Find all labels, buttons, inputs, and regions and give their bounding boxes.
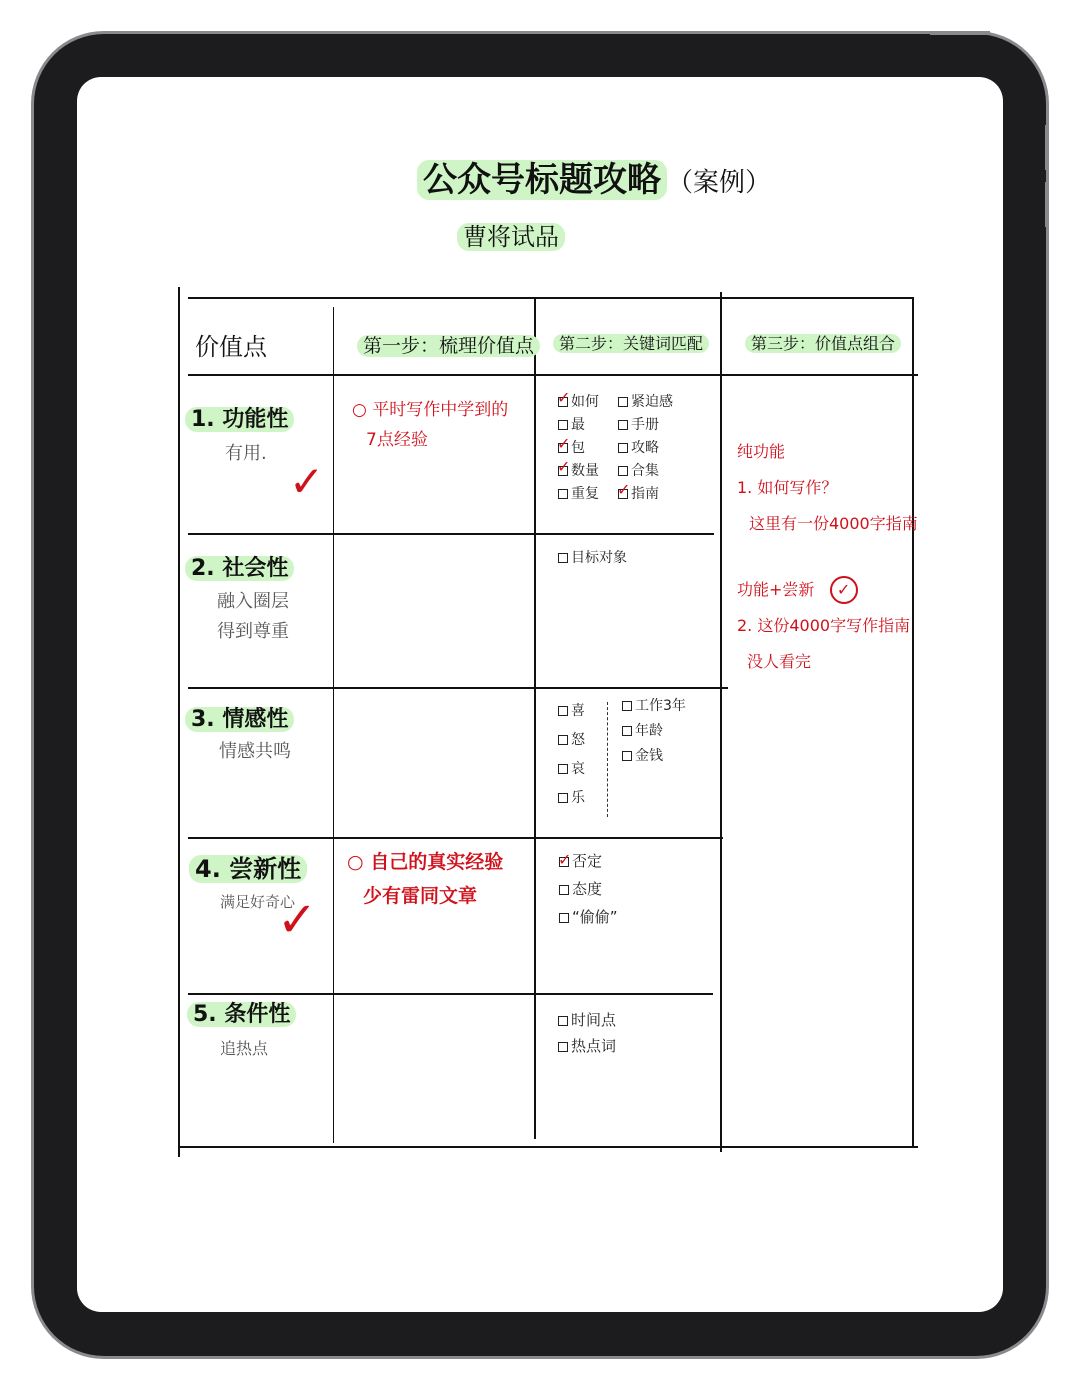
keyword-label: 最 <box>571 417 585 433</box>
checkbox-icon[interactable] <box>622 701 632 711</box>
keyword-option[interactable] <box>558 697 585 726</box>
step3-line: 1. 如何写作？ <box>737 478 838 497</box>
checkmark-icon: ✓ <box>277 892 318 948</box>
keyword-label: 时间点 <box>571 1011 617 1029</box>
step1-note <box>347 845 503 913</box>
keyword-label: 重复 <box>571 486 599 502</box>
subtitle-text: 曹将试品 <box>457 223 565 251</box>
checkbox-icon[interactable] <box>558 1042 568 1052</box>
keyword-option[interactable] <box>622 744 686 769</box>
checked-box-icon[interactable] <box>558 397 568 407</box>
checkbox-icon[interactable] <box>618 397 628 407</box>
keyword-option[interactable] <box>558 784 585 813</box>
desc-line: 得到尊重 <box>217 621 289 642</box>
keyword-label: “偷偷” <box>572 908 618 926</box>
circled-check-icon: ✓ <box>830 576 858 604</box>
checked-box-icon[interactable] <box>558 443 568 453</box>
keyword-label: 数量 <box>571 463 599 479</box>
divider <box>534 297 536 1139</box>
step3-line: 2. 这份4000字写作指南 <box>737 616 911 635</box>
keyword-label: 年龄 <box>635 723 663 739</box>
header-value-point: 价值点 <box>195 333 267 361</box>
step3-line: 功能+尝新 <box>737 580 815 599</box>
keyword-label: 金钱 <box>635 748 663 764</box>
divider <box>178 287 180 1157</box>
keyword-option[interactable] <box>558 391 618 414</box>
category-label: 5. 条件性 <box>187 1002 296 1027</box>
checkbox-icon[interactable] <box>558 735 568 745</box>
keyword-list <box>558 1007 616 1059</box>
keyword-label: 态度 <box>572 880 603 898</box>
step3-line: 纯功能 <box>737 442 786 461</box>
keyword-label: 指南 <box>631 486 659 502</box>
checkbox-icon[interactable] <box>618 443 628 453</box>
keyword-label: 目标对象 <box>571 550 627 566</box>
category-desc: 有用. <box>225 443 267 464</box>
header-step3-text: 第三步：价值点组合 <box>745 334 901 353</box>
step3-notes <box>737 434 918 680</box>
checkbox-icon[interactable] <box>558 553 568 563</box>
keyword-list <box>558 697 585 813</box>
checkbox-icon[interactable] <box>558 1016 568 1026</box>
note-line: 7点经验 <box>366 430 428 450</box>
title-suffix: （案例） <box>667 168 772 198</box>
keyword-label: 怒 <box>571 732 585 748</box>
keyword-option[interactable] <box>559 847 618 875</box>
checkbox-icon[interactable] <box>618 466 628 476</box>
header-step1 <box>357 331 540 358</box>
keyword-option[interactable] <box>559 903 618 931</box>
category-label: 3. 情感性 <box>185 707 294 732</box>
keyword-label: 合集 <box>631 463 659 479</box>
checkbox-icon[interactable] <box>558 489 568 499</box>
keyword-option[interactable] <box>618 391 698 414</box>
divider <box>188 297 912 299</box>
keyword-label: 攻略 <box>631 440 659 456</box>
keyword-label: 否定 <box>572 852 603 870</box>
keyword-option[interactable] <box>558 755 585 784</box>
category-conditional <box>187 997 296 1028</box>
top-button[interactable] <box>930 31 990 35</box>
checkbox-icon[interactable] <box>558 793 568 803</box>
note-canvas[interactable] <box>77 77 1003 1312</box>
step1-note <box>352 395 508 455</box>
keyword-option[interactable] <box>558 483 618 506</box>
category-emotional <box>185 702 294 733</box>
keyword-option[interactable] <box>618 437 698 460</box>
page-title <box>417 152 771 201</box>
checkbox-icon[interactable] <box>558 706 568 716</box>
category-label: 4. 尝新性 <box>189 855 307 883</box>
keyword-label: 热点词 <box>571 1037 617 1055</box>
keyword-option[interactable] <box>558 547 627 570</box>
checkmark-icon: ✓ <box>289 457 325 506</box>
keyword-option[interactable] <box>558 460 618 483</box>
checked-box-icon[interactable] <box>559 857 569 867</box>
keyword-label: 手册 <box>631 417 659 433</box>
keyword-label: 工作3年 <box>635 698 686 714</box>
keyword-label: 乐 <box>571 790 585 806</box>
keyword-option[interactable] <box>558 1033 616 1059</box>
checkbox-icon[interactable] <box>559 885 569 895</box>
category-desc: 追热点 <box>220 1039 269 1058</box>
step3-line: 这里有一份4000字指南 <box>749 514 918 533</box>
keyword-option[interactable] <box>559 875 618 903</box>
divider <box>188 533 714 535</box>
keyword-list <box>558 391 698 506</box>
category-desc: 满足好奇心 <box>220 893 296 911</box>
keyword-list <box>559 847 618 931</box>
keyword-label: 紧迫感 <box>631 394 673 410</box>
divider <box>720 292 722 1152</box>
keyword-option[interactable] <box>558 1007 616 1033</box>
volume-up-button[interactable] <box>1045 125 1049 170</box>
divider <box>178 1146 918 1148</box>
keyword-list <box>622 694 686 769</box>
category-desc <box>217 587 289 647</box>
title-text: 公众号标题攻略 <box>417 160 667 200</box>
note-line: ○ 平时写作中学到的 <box>352 400 509 420</box>
checked-box-icon[interactable] <box>558 466 568 476</box>
volume-down-button[interactable] <box>1045 182 1049 227</box>
checkbox-icon[interactable] <box>558 764 568 774</box>
note-line: ○ 自己的真实经验 <box>347 851 504 873</box>
keyword-list <box>558 547 627 570</box>
checked-box-icon[interactable] <box>618 489 628 499</box>
desc-line: 融入圈层 <box>217 591 289 612</box>
header-step1-text: 第一步：梳理价值点 <box>357 335 540 357</box>
keyword-option[interactable] <box>618 483 698 506</box>
checkbox-icon[interactable] <box>558 420 568 430</box>
checkbox-icon[interactable] <box>622 726 632 736</box>
category-novelty <box>189 849 307 884</box>
header-step2-text: 第二步：关键词匹配 <box>553 334 709 353</box>
category-desc: 情感共鸣 <box>219 741 291 762</box>
keyword-label: 喜 <box>571 703 585 719</box>
divider <box>188 687 728 689</box>
divider <box>188 993 713 995</box>
category-label: 1. 功能性 <box>185 407 294 432</box>
keyword-option[interactable] <box>558 726 585 755</box>
keyword-label: 哀 <box>571 761 585 777</box>
keyword-label: 包 <box>571 440 585 456</box>
step3-line: 没人看完 <box>747 652 812 671</box>
header-step2 <box>553 331 709 354</box>
divider <box>188 837 723 839</box>
checkbox-icon[interactable] <box>559 913 569 923</box>
divider <box>333 307 334 1143</box>
keyword-option[interactable] <box>622 694 686 719</box>
divider <box>188 374 918 376</box>
note-line: 少有雷同文章 <box>363 885 478 907</box>
category-label: 2. 社会性 <box>185 556 294 581</box>
keyword-label: 如何 <box>571 394 599 410</box>
checkbox-icon[interactable] <box>622 751 632 761</box>
dashed-divider <box>607 702 608 817</box>
checkbox-icon[interactable] <box>618 420 628 430</box>
keyword-option[interactable] <box>618 414 698 437</box>
subtitle <box>457 217 565 252</box>
header-step3 <box>745 331 901 354</box>
category-social <box>185 551 294 582</box>
keyword-option[interactable] <box>622 719 686 744</box>
category-functional <box>185 402 294 433</box>
divider <box>912 297 914 1147</box>
